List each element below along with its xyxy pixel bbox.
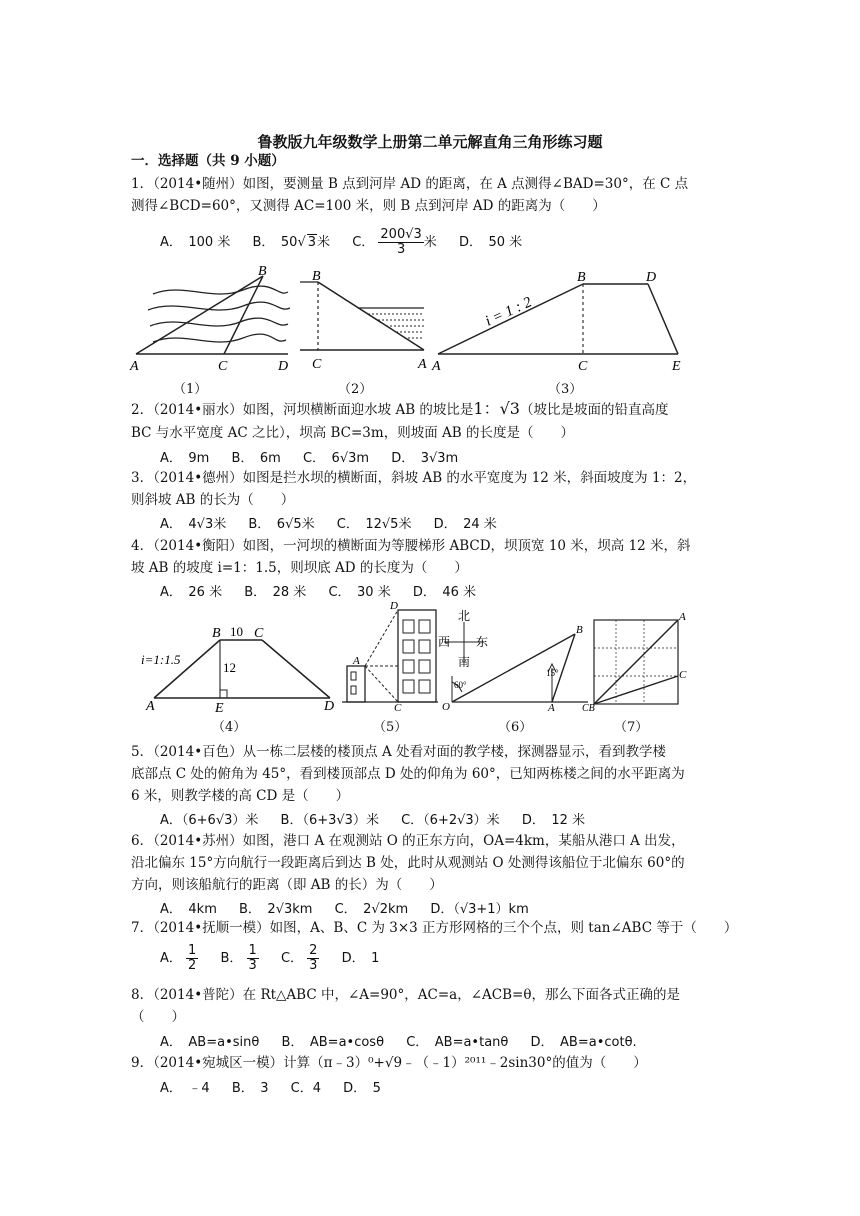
fig7-caption: （7） xyxy=(614,720,649,735)
q1-option-a[interactable]: A． 100 米 xyxy=(160,235,231,250)
q7-options xyxy=(160,944,397,973)
fig3-label-e: E xyxy=(672,359,681,374)
fig7-label-a: A xyxy=(679,611,686,623)
q8-option-d[interactable]: D． AB=a•cotθ. xyxy=(530,1035,637,1050)
fig3-label-b: B xyxy=(577,270,586,285)
q4-line1: 4．（2014•衡阳）如图，一河坝的横断面为等腰梯形 ABCD，坝顶宽 10 米，坝高 12 米，斜 xyxy=(131,538,691,554)
q2-option-d[interactable]: D． 3√3m xyxy=(391,451,459,466)
fig5-label-d: D xyxy=(390,600,398,612)
q5-line1: 5．（2014•百色）从一栋二层楼的楼顶点 A 处看对面的教学楼，探测器显示，看到教学楼 xyxy=(131,744,666,760)
fig3-caption: （3） xyxy=(548,382,583,397)
q5-option-c[interactable]: C．（6+2√3）米 xyxy=(401,813,500,828)
q1-b-prefix: B． 50 xyxy=(252,235,298,250)
q6-option-a[interactable]: A． 4km xyxy=(160,902,217,917)
q8-option-a[interactable]: A． AB=a•sinθ xyxy=(160,1035,260,1050)
fig4-label-b: B xyxy=(212,626,221,641)
q7-c-prefix: C． xyxy=(280,951,304,966)
q5-options xyxy=(160,809,603,828)
fig2-label-a: A xyxy=(418,357,427,372)
q7-option-b[interactable] xyxy=(220,943,258,973)
q6-line3: 方向，则该船航行的距离（即 AB 的长）为（ ） xyxy=(131,877,443,893)
fig2-label-b: B xyxy=(312,269,321,284)
q2-option-b[interactable]: B． 6m xyxy=(231,451,281,466)
fig4-slope-label: i=1:1.5 xyxy=(141,652,181,667)
q9-option-a[interactable]: A． ﹣4 xyxy=(160,1081,210,1096)
q3-option-d[interactable]: D． 24 米 xyxy=(433,517,497,532)
fig1-label-c: C xyxy=(218,359,228,374)
fig6-angle-15: 15° xyxy=(546,668,559,678)
q7-option-d[interactable]: D． 1 xyxy=(341,951,380,966)
section-heading: 一．选择题（共 9 小题） xyxy=(131,153,285,169)
q7-a-denominator: 2 xyxy=(188,958,197,973)
q9-line1: 9．（2014•宛城区一模）计算（π﹣3）⁰+√9﹣（﹣1）²⁰¹¹﹣2sin30°的值为（ ） xyxy=(131,1055,647,1071)
fig1-label-a: A xyxy=(130,359,139,374)
figure-6-compass xyxy=(440,606,590,712)
fig2-caption: （2） xyxy=(338,382,373,397)
figure-5-buildings xyxy=(340,600,440,712)
q1-line1: 1．（2014•随州）如图，要测量 B 点到河岸 AD 的距离，在 A 点测得∠BAD=30°，在 C 点 xyxy=(131,176,689,192)
q6-option-c[interactable]: C． 2√2km xyxy=(334,902,409,917)
q4-option-d[interactable]: D． 46 米 xyxy=(412,585,477,600)
fig7-label-cb: CB xyxy=(582,703,595,714)
fig6-south: 南 xyxy=(458,655,471,669)
fig4-label-c: C xyxy=(254,626,264,641)
q4-option-a[interactable]: A． 26 米 xyxy=(160,585,223,600)
q6-line2: 沿北偏东 15°方向航行一段距离后到达 B 处，此时从观测站 O 处测得该船位于北偏东 60°的 xyxy=(131,855,685,871)
q2-option-c[interactable]: C． 6√3m xyxy=(302,451,370,466)
q2-line2: BC 与水平宽度 AC 之比），坝高 BC=3m，则坡面 AB 的长度是（ ） xyxy=(131,425,574,441)
fig3-label-c: C xyxy=(578,359,588,374)
q1-c-fraction xyxy=(378,228,423,257)
q5-option-b[interactable]: B．（6+3√3）米 xyxy=(280,813,379,828)
fig4-top-width: 10 xyxy=(230,624,243,639)
fig2-label-c: C xyxy=(312,357,322,372)
fig4-label-d: D xyxy=(324,699,335,714)
q1-c-unit: 米 xyxy=(423,235,437,250)
q6-options xyxy=(160,898,547,917)
fig3-label-a: A xyxy=(432,359,441,374)
q1-c-numerator: 200√3 xyxy=(380,227,422,242)
page-title: 鲁教版九年级数学上册第二单元解直角三角形练习题 xyxy=(257,133,603,151)
fig3-slope-label: i = 1 : 2 xyxy=(482,294,535,330)
fig1-caption: （1） xyxy=(173,382,208,397)
q2-line1 xyxy=(131,400,668,419)
q2-slope-ratio: 1：√3 xyxy=(473,399,520,418)
q3-option-c[interactable]: C． 12√5米 xyxy=(336,517,412,532)
q1-c-prefix: C． xyxy=(352,235,375,250)
q2-line1-tail: （坡比是坡面的铅直高度 xyxy=(519,402,669,418)
fig6-north: 北 xyxy=(458,609,471,623)
q5-line3: 6 米，则教学楼的高 CD 是（ ） xyxy=(131,788,350,804)
fig4-label-a: A xyxy=(146,699,155,714)
q9-options xyxy=(160,1077,399,1096)
q8-options xyxy=(160,1031,655,1050)
figure-2-dam xyxy=(298,268,433,374)
q4-option-c[interactable]: C． 30 米 xyxy=(328,585,391,600)
q1-options xyxy=(160,228,540,257)
figure-4-trapezoid xyxy=(140,622,340,714)
q6-option-d[interactable]: D．（√3+1）km xyxy=(430,902,529,917)
q3-option-a[interactable]: A． 4√3米 xyxy=(160,517,227,532)
fig6-west: 西 xyxy=(438,635,451,649)
q7-c-numerator: 2 xyxy=(309,943,318,958)
fig6-caption: （6） xyxy=(498,720,533,735)
q5-line2: 底部点 C 处的俯角为 45°，看到楼顶部点 D 处的仰角为 60°，已知两栋楼之间的水平距离为 xyxy=(131,766,685,782)
q6-line1: 6．（2014•苏州）如图，港口 A 在观测站 O 的正东方向，OA=4km，某船从港口 A 出发， xyxy=(131,833,685,849)
q1-c-denominator: 3 xyxy=(396,242,406,257)
q7-b-denominator: 3 xyxy=(248,958,257,973)
fig4-height: 12 xyxy=(223,660,236,675)
q7-c-denominator: 3 xyxy=(309,958,318,973)
q4-line2: 坡 AB 的坡度 i=1：1.5，则坝底 AD 的长度为（ ） xyxy=(131,560,468,576)
q1-line2: 测得∠BCD=60°，又测得 AC=100 米，则 B 点到河岸 AD 的距离为（ ） xyxy=(131,198,606,214)
fig5-label-c: C xyxy=(394,702,402,714)
fig1-label-b: B xyxy=(258,264,267,279)
q9-option-b[interactable]: B． 3 xyxy=(231,1081,269,1096)
q1-b-radicand: 3 xyxy=(307,235,317,250)
figure-3-dam xyxy=(430,268,685,374)
fig4-label-e: E xyxy=(215,701,224,716)
q9-option-d[interactable]: D． 5 xyxy=(343,1081,381,1096)
q5-option-a[interactable]: A．（6+6√3）米 xyxy=(160,813,259,828)
q5-option-d[interactable]: D． 12 米 xyxy=(521,813,585,828)
fig5-label-a: A xyxy=(353,655,360,667)
q2-options xyxy=(160,447,476,466)
q3-line1: 3．（2014•德州）如图是拦水坝的横断面，斜坡 AB 的水平宽度为 12 米，斜面坡度为 1：2， xyxy=(131,470,697,486)
q1-b-unit: 米 xyxy=(317,235,331,250)
q7-a-numerator: 1 xyxy=(188,943,197,958)
q7-b-fraction xyxy=(247,944,259,973)
q4-options xyxy=(160,581,494,600)
q4-option-b[interactable]: B． 28 米 xyxy=(244,585,307,600)
fig6-label-o: O xyxy=(442,701,450,713)
fig6-east: 东 xyxy=(476,635,489,649)
q2-option-a[interactable]: A． 9m xyxy=(160,451,210,466)
fig6-angle-60: 60° xyxy=(454,680,467,690)
q1-option-d[interactable]: D． 50 米 xyxy=(458,235,523,250)
q3-option-b[interactable]: B． 6√5米 xyxy=(248,517,315,532)
fig3-label-d: D xyxy=(646,270,657,285)
q7-b-prefix: B． xyxy=(220,951,243,966)
q7-option-a[interactable] xyxy=(160,943,198,973)
figure-1-river xyxy=(128,262,293,374)
q7-b-numerator: 1 xyxy=(248,943,257,958)
q7-a-prefix: A． xyxy=(160,951,182,966)
q7-a-fraction xyxy=(186,944,198,973)
q8-line2: （ ） xyxy=(131,1009,185,1025)
q3-options xyxy=(160,513,515,532)
fig4-caption: （4） xyxy=(212,720,247,735)
fig7-label-c: C xyxy=(679,669,687,681)
q8-option-b[interactable]: B． AB=a•cosθ xyxy=(281,1035,385,1050)
fig1-label-d: D xyxy=(278,359,289,374)
q7-option-c[interactable] xyxy=(280,943,320,973)
q8-option-c[interactable]: C． AB=a•tanθ xyxy=(406,1035,509,1050)
fig6-label-a: A xyxy=(548,702,555,714)
q2-line1-text: 2．（2014•丽水）如图，河坝横断面迎水坡 AB 的坡比是 xyxy=(131,402,474,418)
q7-c-fraction xyxy=(307,944,319,973)
q1-option-c[interactable] xyxy=(352,227,437,257)
q8-line1: 8．（2014•普陀）在 Rt△ABC 中，∠A=90°，AC=a，∠ACB=θ，那么下面各式正确的是 xyxy=(131,987,680,1003)
fig5-caption: （5） xyxy=(373,720,408,735)
q1-option-b[interactable]: B． 50√ 3米 xyxy=(252,235,331,250)
q7-line1: 7．（2014•抚顺一模）如图，A、B、C 为 3×3 正方形网格的三个个点，则 tan∠ABC 等于（ ） xyxy=(131,920,738,936)
q3-line2: 则斜坡 AB 的长为（ ） xyxy=(131,492,295,508)
fig6-label-b: B xyxy=(576,624,583,636)
q9-option-c[interactable]: C．4 xyxy=(290,1081,322,1096)
figure-7-grid xyxy=(582,610,692,712)
q6-option-b[interactable]: B． 2√3km xyxy=(239,902,313,917)
